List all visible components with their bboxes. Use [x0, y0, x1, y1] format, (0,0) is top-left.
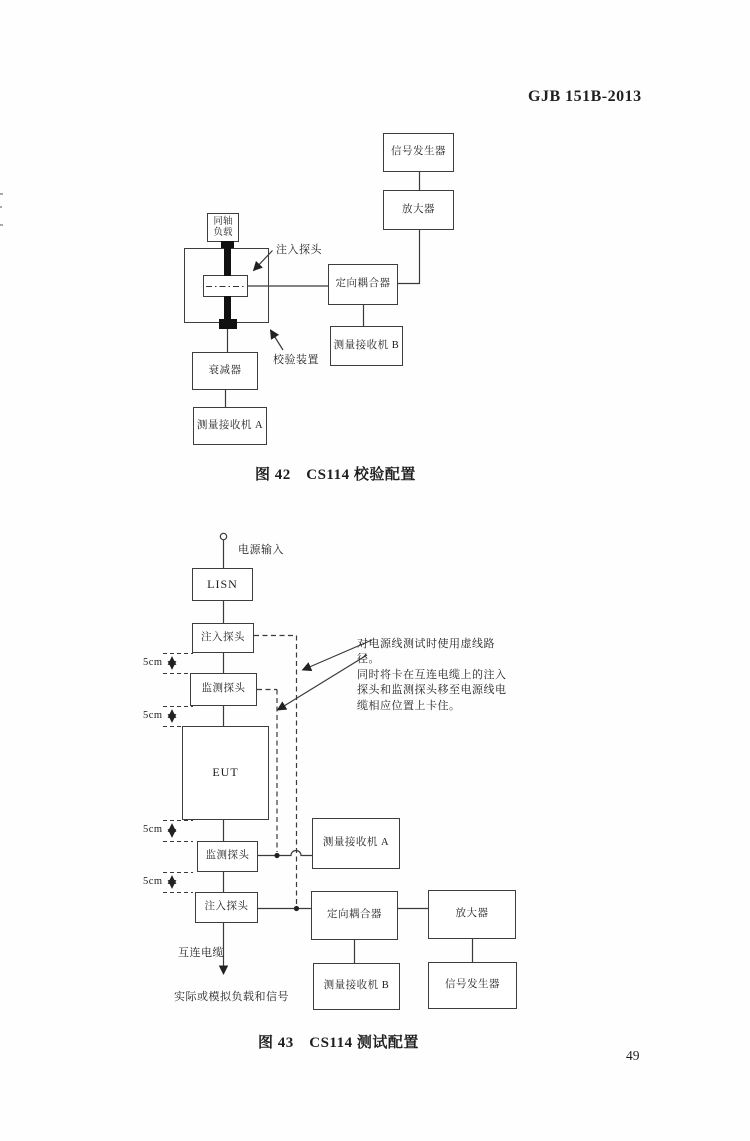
- label-power-input: 电源输入: [238, 544, 284, 556]
- callout-calibration-fixture: 校验装置: [273, 354, 319, 366]
- box-directional-coupler-fig42: [328, 264, 398, 305]
- callout-injection-probe: 注入探头: [276, 244, 322, 256]
- box-label: 监测探头: [201, 683, 246, 695]
- box-label: EUT: [212, 765, 239, 780]
- box-directional-coupler-fig43: [311, 891, 398, 940]
- page-number: 49: [626, 1048, 640, 1063]
- box-injection-probe-top: [192, 623, 254, 653]
- box-receiver-a-fig42: [193, 407, 267, 445]
- dashed-path-note: [357, 637, 509, 714]
- box-attenuator: [192, 352, 258, 390]
- box-lisn: [192, 568, 253, 601]
- scan-artifact: [0, 193, 3, 195]
- standard-number: GJB 151B-2013: [528, 88, 642, 105]
- spacing-label-4: 5cm: [143, 876, 163, 887]
- box-label: 同轴 负载: [213, 216, 233, 238]
- scan-artifact: [0, 206, 2, 208]
- box-label: 测量接收机 B: [323, 980, 390, 992]
- box-label: LISN: [207, 576, 238, 591]
- note-line: 探头和监测探头移至电源线电: [357, 684, 507, 697]
- box-amplifier-fig42: [383, 190, 454, 230]
- box-label: 定向耦合器: [335, 278, 391, 290]
- box-signal-generator-fig43: [428, 962, 517, 1009]
- spacing-label-3: 5cm: [143, 824, 163, 835]
- box-injection-probe-bottom: [195, 892, 258, 923]
- box-coax-load: [207, 213, 239, 242]
- label-interconnect-cable: 互连电缆: [178, 947, 224, 959]
- note-line: 同时将卡在互连电缆上的注入: [357, 668, 507, 681]
- box-label: 定向耦合器: [327, 909, 382, 921]
- box-eut: [182, 726, 269, 820]
- spacing-label-1: 5cm: [143, 657, 163, 668]
- figure43-caption: 图 43 CS114 测试配置: [258, 1035, 419, 1051]
- scan-artifact: [0, 224, 3, 226]
- box-label: 测量接收机 A: [322, 837, 390, 849]
- box-monitor-probe-bottom: [197, 841, 258, 872]
- box-label: 注入探头: [204, 901, 249, 913]
- box-receiver-b-fig42: [330, 326, 403, 366]
- box-amplifier-fig43: [428, 890, 516, 939]
- box-label: 放大器: [402, 203, 435, 215]
- box-label: 信号发生器: [391, 146, 446, 158]
- box-label: 测量接收机 B: [333, 339, 400, 351]
- box-injection-probe-fig42: [203, 275, 248, 297]
- note-line: 对电源线测试时使用虚线路径。: [357, 638, 495, 666]
- figure42-caption: 图 42 CS114 校验配置: [255, 467, 416, 483]
- label-loads-and-signals: 实际或模拟负载和信号: [174, 991, 289, 1003]
- box-receiver-a-fig43: [312, 818, 400, 869]
- box-label: 衰减器: [208, 364, 242, 376]
- box-receiver-b-fig43: [313, 963, 400, 1010]
- box-label: 信号发生器: [445, 979, 500, 991]
- box-monitor-probe-top: [190, 673, 257, 706]
- box-label: 测量接收机 A: [196, 419, 264, 431]
- spacing-label-2: 5cm: [143, 710, 163, 721]
- box-label: 放大器: [455, 908, 489, 920]
- box-label: 注入探头: [201, 631, 245, 643]
- box-signal-generator-fig42: [383, 133, 454, 172]
- box-label: 监测探头: [205, 850, 250, 862]
- note-line: 缆相应位置上卡住。: [357, 699, 461, 712]
